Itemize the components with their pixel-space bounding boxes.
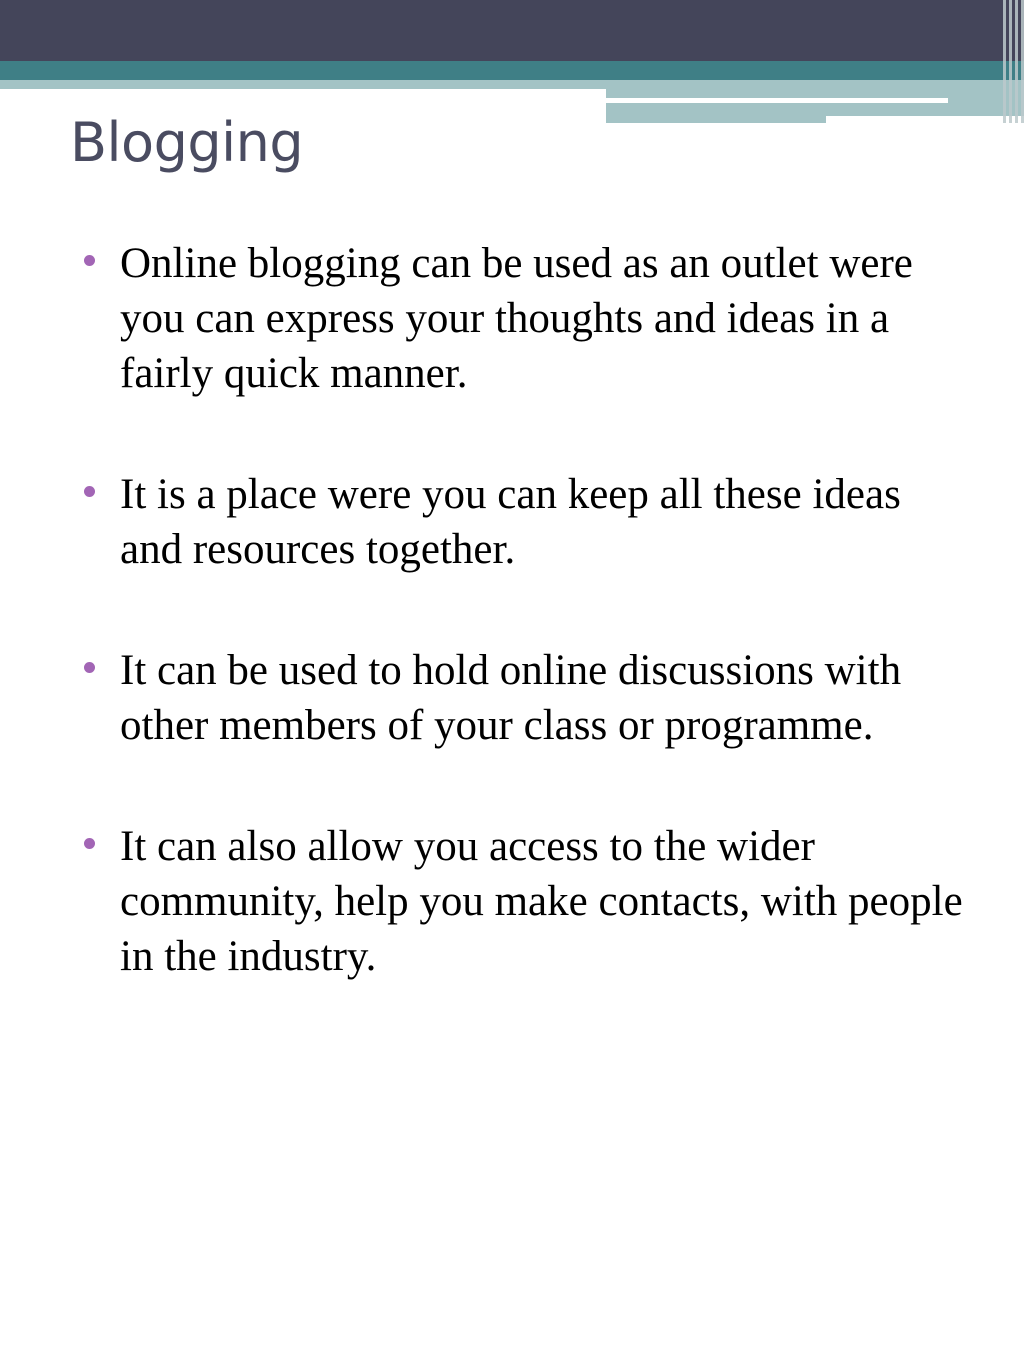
- bullet-dot-icon: [84, 838, 95, 849]
- header-stripes: [992, 0, 1024, 123]
- header-band-dark: [0, 0, 1024, 61]
- header-stripe: [1009, 0, 1012, 123]
- bullet-item: [84, 467, 964, 577]
- header-stripe: [1003, 0, 1006, 123]
- bullet-item: [84, 819, 964, 984]
- header-accent-line: [606, 98, 948, 103]
- bullet-dot-icon: [84, 255, 95, 266]
- bullet-text: Online blogging can be used as an outlet were you can express your thoughts and ideas in a fairly quick manner.: [120, 240, 913, 397]
- bullet-dot-icon: [84, 486, 95, 497]
- bullet-text: It can also allow you access to the wider community, help you make contacts, with people in the industry.: [120, 823, 963, 980]
- bullet-dot-icon: [84, 662, 95, 673]
- bullet-text: It can be used to hold online discussions with other members of your class or programme.: [120, 647, 902, 749]
- header-band-light-left: [0, 80, 606, 89]
- bullet-list: [84, 236, 964, 1050]
- bullet-item: [84, 643, 964, 753]
- bullet-item: [84, 236, 964, 401]
- header-band-teal: [0, 61, 1024, 80]
- header-stripe: [1015, 0, 1018, 123]
- bullet-text: It is a place were you can keep all these ideas and resources together.: [120, 471, 901, 573]
- slide-title: Blogging: [70, 111, 304, 174]
